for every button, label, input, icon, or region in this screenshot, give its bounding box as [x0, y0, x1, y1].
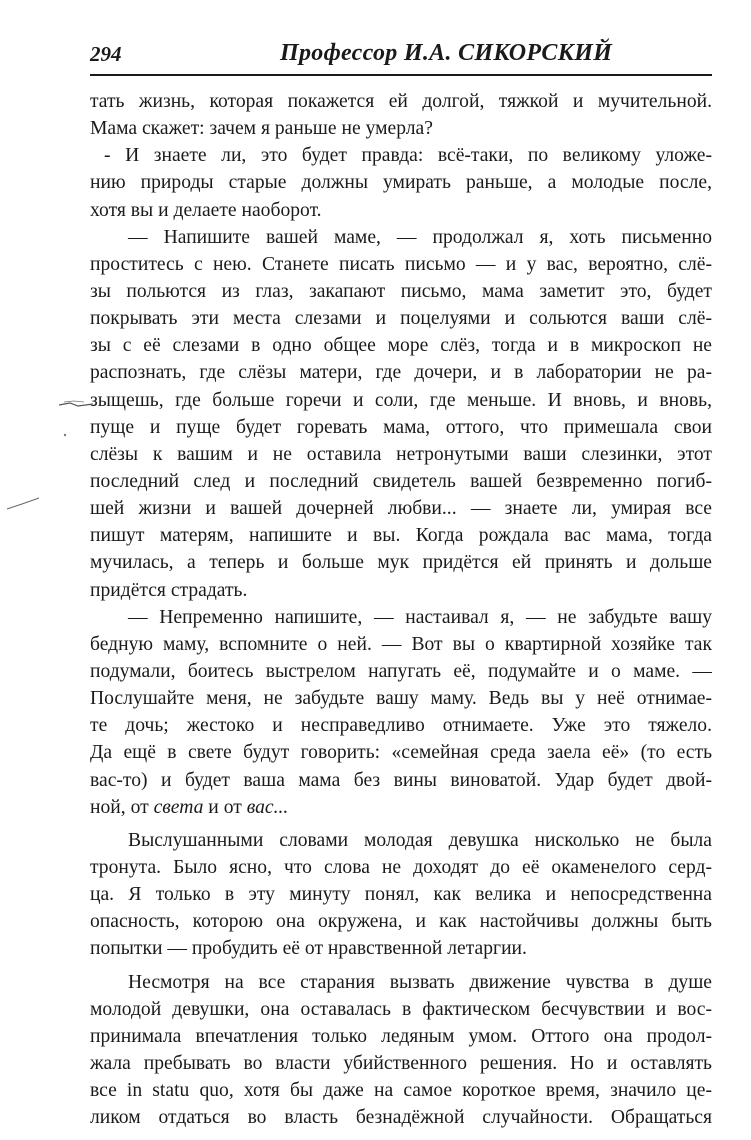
text-line: ца. Я только в эту минуту понял, как велика и непосредственна	[90, 884, 712, 906]
text-line: последний след и последний свидетель вашей безвременно погиб-	[90, 470, 712, 492]
italic-word: вас...	[246, 796, 289, 818]
text-line: распознать, где слёзы матери, где дочери, и в лаборатории не ра-	[90, 362, 712, 384]
text-line-start: ной, от	[90, 796, 154, 818]
body-text	[90, 88, 712, 1131]
text-line: нию природы старые должны умирать раньше, а молодые после,	[90, 172, 712, 194]
pencil-mark	[6, 494, 40, 512]
text-line: проститесь с нею. Станете писать письмо — и у вас, вероятно, слё-	[90, 253, 712, 275]
text-line	[90, 794, 712, 821]
text-line: ликом отдаться во власть безнадёжной случайности. Обращаться	[90, 1107, 712, 1129]
text-joiner: и от	[203, 796, 247, 818]
page-number: 294	[90, 42, 122, 66]
text-line: тронута. Было ясно, что слова не доходят до её окаменелого серд-	[90, 856, 712, 878]
pencil-mark	[58, 398, 94, 410]
text-line: жала пребывать во власти убийственного решения. Но и оставлять	[90, 1052, 712, 1074]
text-line: попытки — пробудить её от нравственной летаргии.	[90, 938, 527, 960]
text-line: вас-то) и будет ваша мама без вины виноватой. Удар будет двой-	[90, 769, 712, 791]
text-line: шей жизни и вашей дочерней любви... — знаете ли, умирая все	[90, 498, 712, 520]
text-line: те дочь; жестоко и несправедливо отнимаете. Уже это тяжело.	[90, 715, 712, 737]
text-line: Несмотря на все старания вызвать движение чувства в душе	[128, 971, 712, 993]
text-line: покрывать эти места слезами и поцелуями и сольются ваши слё-	[90, 308, 712, 330]
pencil-dot	[62, 432, 68, 438]
text-line: опасность, которою она окружена, и как настойчивы должны быть	[90, 911, 712, 933]
text-line: принимала впечатления только ледяным умом. Оттого она продол-	[90, 1025, 712, 1047]
text-line: молодой девушки, она оставалась в фактическом бесчувствии и вос-	[90, 998, 712, 1020]
text-line: Выслушанными словами молодая девушка нисколько не была	[128, 829, 712, 851]
text-line: зы с её слезами в одно общее море слёз, тогда и в микроскоп не	[90, 335, 712, 357]
text-line: - И знаете ли, это будет правда: всё-таки, по великому уложе-	[104, 145, 712, 167]
text-line: слёзы к вашим и не оставила нетронутыми ваши слезинки, этот	[90, 443, 712, 465]
text-line: тать жизнь, которая покажется ей долгой, тяжкой и мучительной.	[90, 91, 712, 112]
text-line: подумали, боитесь выстрелом напугать её, подумайте и о маме. —	[90, 660, 712, 682]
text-line: Мама скажет: зачем я раньше не умерла?	[90, 118, 433, 140]
text-line: — Непременно напишите, — настаивал я, — не забудьте вашу	[128, 606, 712, 628]
italic-word: света	[153, 796, 204, 818]
page-header	[90, 38, 712, 76]
text-line: зы польются из глаз, закапают письмо, мама заметит это, будет	[90, 280, 712, 302]
text-line: Да ещё в свете будут говорить: «семейная среда заела её» (то есть	[90, 742, 712, 764]
text-line: — Напишите вашей маме, — продолжал я, хоть письменно	[128, 226, 712, 248]
text-line: пишут матерям, напишите и вы. Когда рождала вас мама, тогда	[90, 525, 712, 547]
text-line: бедную маму, вспомните о ней. — Вот вы о квартирной хозяйке так	[90, 633, 712, 655]
text-line: придётся страдать.	[90, 579, 248, 601]
text-line: все in statu quo, хотя бы даже на самое короткое время, значило це-	[90, 1080, 712, 1102]
text-line: хотя вы и делаете наоборот.	[90, 199, 322, 221]
text-line: пуще и пуще будет горевать мама, оттого, что примешала свои	[90, 416, 712, 438]
text-line: мучилась, а теперь и больше мук придётся ей принять и дольше	[90, 552, 712, 574]
text-line: зыщешь, где больше горечи и соли, где меньше. И вновь, и вновь,	[90, 389, 712, 411]
running-head: Профессор И.А. СИКОРСКИЙ	[280, 40, 613, 66]
text-line: Послушайте меня, не забудьте вашу маму. Ведь вы у неё отнимае-	[90, 688, 712, 710]
